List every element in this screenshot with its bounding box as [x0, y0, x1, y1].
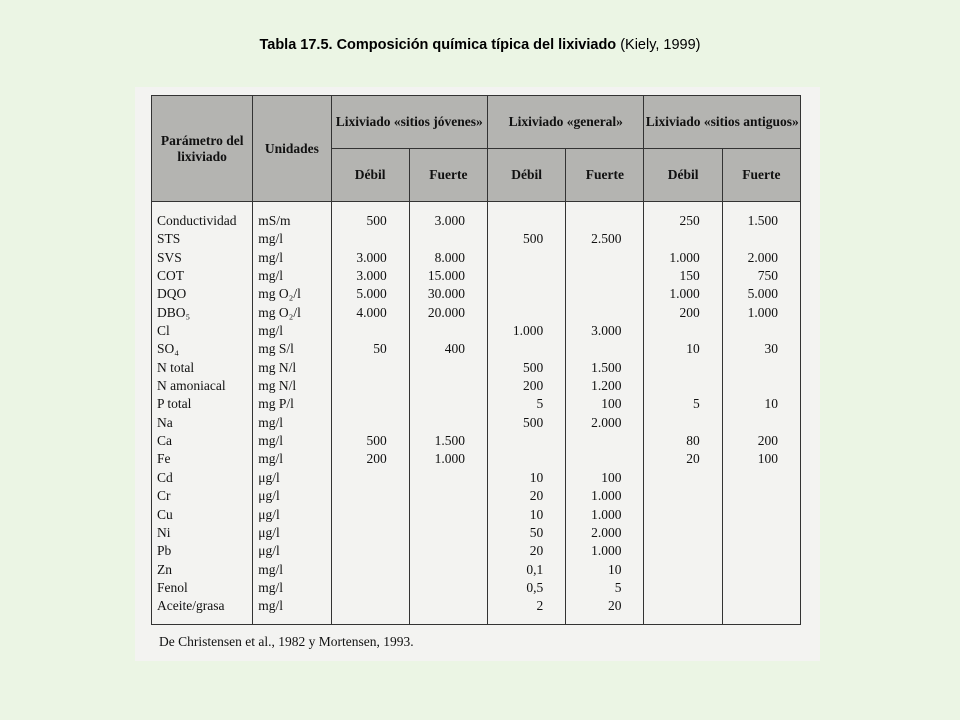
cell-as: 10: [764, 396, 778, 412]
cell-gw: 2: [536, 598, 544, 614]
cell-unit: mg S/l: [258, 341, 294, 357]
cell-as: [727, 487, 778, 505]
header-group-general: Lixiviado «general»: [488, 96, 644, 149]
cell-as: 750: [757, 268, 778, 284]
cell-unit: mg/l: [258, 323, 284, 339]
cell-gw: 0,5: [526, 579, 544, 595]
cell-gs: [570, 432, 621, 450]
cell-js: [414, 579, 465, 597]
cell-unit: μg/l: [258, 469, 280, 485]
cell-aw: 80: [686, 433, 700, 449]
column-parameters: [152, 202, 253, 625]
cell-gw: [492, 450, 543, 468]
cell-param: N amoniacal: [157, 378, 226, 394]
cell-unit: μg/l: [258, 524, 280, 540]
cell-js: 3.000: [434, 213, 466, 228]
cell-as: 1.000: [747, 304, 778, 320]
cell-js: [414, 395, 465, 413]
table-image: [135, 87, 820, 661]
cell-js: 30.000: [427, 286, 466, 302]
cell-aw: 200: [679, 304, 700, 320]
cell-jw: [336, 524, 387, 542]
cell-as: [727, 524, 778, 542]
cell-js: [414, 542, 465, 560]
cell-gs: 1.000: [591, 506, 622, 522]
cell-js: 1.500: [434, 433, 466, 449]
cell-gs: 1.500: [591, 359, 622, 375]
cell-param: Ni: [157, 524, 171, 540]
cell-unit: mg O₂/l: [258, 286, 301, 302]
cell-aw: [648, 377, 699, 395]
cell-jw: 4.000: [356, 304, 387, 320]
leachate-table: [151, 95, 801, 625]
column-old-strong: [722, 202, 800, 625]
cell-jw: 500: [366, 433, 387, 449]
cell-as: 100: [757, 451, 778, 467]
header-young-weak: Débil: [331, 149, 409, 202]
header-units: Unidades: [253, 96, 331, 202]
cell-aw: [648, 524, 699, 542]
cell-param: Pb: [157, 543, 172, 559]
cell-jw: [336, 597, 387, 615]
cell-js: 15.000: [427, 268, 466, 284]
cell-gw: [492, 212, 543, 230]
cell-js: [414, 377, 465, 395]
cell-as: [727, 230, 778, 248]
column-units: [253, 202, 331, 625]
column-old-weak: [644, 202, 722, 625]
cell-param: Zn: [157, 561, 172, 577]
cell-gs: 10: [607, 561, 622, 577]
header-group-old: Lixiviado «sitios antiguos»: [644, 96, 801, 149]
cell-js: [414, 230, 465, 248]
cell-param: SVS: [157, 249, 182, 265]
header-old-strong: Fuerte: [722, 149, 800, 202]
header-general-weak: Débil: [488, 149, 566, 202]
column-general-strong: [566, 202, 644, 625]
cell-js: 400: [444, 341, 466, 357]
cell-param: COT: [157, 268, 184, 284]
cell-js: [414, 524, 465, 542]
header-group-young: Lixiviado «sitios jóvenes»: [331, 96, 487, 149]
cell-aw: [648, 322, 699, 340]
cell-aw: [648, 542, 699, 560]
cell-gw: 20: [529, 543, 544, 559]
header-parameter: Parámetro del lixiviado: [152, 96, 253, 202]
cell-jw: [336, 487, 387, 505]
cell-gs: 1.000: [591, 543, 622, 559]
title-main: Tabla 17.5. Composición química típica del lixiviado: [259, 37, 617, 53]
cell-jw: [336, 377, 387, 395]
cell-unit: mg/l: [258, 579, 284, 595]
cell-jw: 5.000: [356, 286, 387, 302]
cell-gw: [492, 432, 543, 450]
cell-as: 30: [764, 341, 778, 357]
cell-aw: 20: [686, 451, 700, 467]
cell-unit: mg P/l: [258, 396, 294, 412]
cell-param: Ca: [157, 433, 172, 449]
cell-aw: 1.000: [669, 286, 700, 302]
cell-aw: [648, 414, 699, 432]
cell-param: Fe: [157, 451, 171, 467]
cell-unit: μg/l: [258, 506, 280, 522]
cell-param: Conductividad: [157, 213, 237, 228]
cell-gs: 2.000: [591, 524, 622, 540]
cell-param: SO₄: [157, 341, 179, 357]
cell-unit: mS/m: [258, 213, 291, 228]
cell-gs: 100: [601, 469, 622, 485]
cell-gs: 20: [607, 598, 622, 614]
cell-gw: 10: [529, 506, 544, 522]
cell-jw: [336, 322, 387, 340]
cell-gs: [570, 450, 621, 468]
cell-aw: 150: [679, 268, 700, 284]
cell-gw: [492, 285, 543, 303]
cell-unit: mg/l: [258, 433, 284, 449]
cell-unit: mg/l: [258, 249, 284, 265]
cell-jw: 500: [366, 213, 387, 228]
cell-as: [727, 542, 778, 560]
cell-aw: [648, 230, 699, 248]
cell-js: [414, 561, 465, 579]
cell-gw: 500: [523, 414, 544, 430]
cell-gs: [570, 285, 621, 303]
cell-param: Na: [157, 414, 173, 430]
cell-param: Cl: [157, 323, 170, 339]
cell-gw: 20: [529, 488, 544, 504]
cell-aw: [648, 561, 699, 579]
cell-js: [414, 359, 465, 377]
cell-gs: 3.000: [591, 323, 622, 339]
cell-unit: mg/l: [258, 231, 284, 247]
cell-aw: 1.000: [669, 249, 700, 265]
cell-js: [414, 506, 465, 524]
cell-gw: 500: [523, 231, 544, 247]
cell-js: [414, 469, 465, 487]
cell-js: [414, 414, 465, 432]
cell-gs: [570, 267, 621, 285]
cell-unit: mg/l: [258, 561, 284, 577]
cell-as: 200: [757, 433, 778, 449]
cell-aw: [648, 579, 699, 597]
cell-param: Cd: [157, 469, 173, 485]
cell-aw: [648, 487, 699, 505]
cell-gw: [492, 304, 543, 322]
cell-js: 20.000: [427, 304, 466, 320]
cell-as: 5.000: [747, 286, 778, 302]
cell-js: 8.000: [434, 249, 466, 265]
cell-unit: μg/l: [258, 543, 280, 559]
cell-as: 1.500: [747, 213, 778, 228]
cell-aw: [648, 506, 699, 524]
cell-jw: [336, 579, 387, 597]
cell-jw: [336, 469, 387, 487]
cell-param: Fenol: [157, 579, 188, 595]
cell-unit: mg/l: [258, 414, 284, 430]
cell-gw: 5: [536, 396, 544, 412]
table-body: [152, 202, 801, 625]
cell-param: P total: [157, 396, 192, 412]
cell-js: [414, 322, 465, 340]
cell-unit: mg/l: [258, 451, 284, 467]
cell-gs: [570, 212, 621, 230]
cell-gs: [570, 249, 621, 267]
cell-as: [727, 469, 778, 487]
slide-title: [0, 37, 960, 53]
cell-unit: mg N/l: [258, 378, 297, 394]
cell-gw: 0,1: [526, 561, 544, 577]
cell-gs: [570, 304, 621, 322]
cell-js: [414, 487, 465, 505]
cell-gw: 500: [523, 359, 544, 375]
header-general-strong: Fuerte: [566, 149, 644, 202]
cell-gw: 1.000: [512, 323, 544, 339]
table-source-note: De Christensen et al., 1982 y Mortensen, 1993.: [159, 634, 414, 649]
cell-unit: mg O₂/l: [258, 304, 301, 320]
cell-jw: 200: [366, 451, 387, 467]
cell-jw: [336, 414, 387, 432]
cell-unit: mg/l: [258, 598, 284, 614]
cell-gs: 100: [601, 396, 622, 412]
column-young-weak: [331, 202, 409, 625]
cell-as: [727, 359, 778, 377]
cell-param: Cu: [157, 506, 173, 522]
cell-as: [727, 597, 778, 615]
header-old-weak: Débil: [644, 149, 722, 202]
cell-gw: 50: [529, 524, 544, 540]
column-general-weak: [488, 202, 566, 625]
cell-gs: 1.200: [591, 378, 622, 394]
cell-aw: [648, 359, 699, 377]
cell-as: [727, 506, 778, 524]
cell-as: 2.000: [747, 249, 778, 265]
cell-as: [727, 579, 778, 597]
cell-unit: mg/l: [258, 268, 284, 284]
cell-gw: 10: [529, 469, 544, 485]
cell-gw: [492, 249, 543, 267]
cell-jw: [336, 506, 387, 524]
cell-gs: [570, 340, 621, 358]
cell-gs: 2.500: [591, 231, 622, 247]
cell-jw: [336, 395, 387, 413]
cell-gw: [492, 340, 543, 358]
cell-js: [414, 597, 465, 615]
header-young-strong: Fuerte: [409, 149, 487, 202]
cell-param: DQO: [157, 286, 187, 302]
cell-param: Cr: [157, 488, 171, 504]
cell-jw: [336, 359, 387, 377]
cell-aw: [648, 597, 699, 615]
cell-aw: 10: [686, 341, 700, 357]
title-citation: (Kiely, 1999): [620, 37, 701, 53]
cell-param: STS: [157, 231, 181, 247]
cell-jw: [336, 542, 387, 560]
cell-as: [727, 377, 778, 395]
cell-param: DBO₅: [157, 304, 191, 320]
cell-aw: [648, 469, 699, 487]
cell-as: [727, 561, 778, 579]
cell-aw: 5: [692, 396, 700, 412]
cell-param: N total: [157, 359, 195, 375]
cell-jw: 50: [373, 341, 387, 357]
cell-param: Aceite/grasa: [157, 598, 225, 614]
cell-js: 1.000: [434, 451, 466, 467]
cell-jw: [336, 561, 387, 579]
cell-unit: μg/l: [258, 488, 280, 504]
cell-as: [727, 322, 778, 340]
cell-gw: [492, 267, 543, 285]
cell-gw: 200: [523, 378, 544, 394]
cell-jw: 3.000: [356, 268, 387, 284]
cell-unit: mg N/l: [258, 359, 297, 375]
cell-as: [727, 414, 778, 432]
cell-aw: 250: [679, 213, 700, 228]
cell-jw: [336, 230, 387, 248]
column-young-strong: [409, 202, 487, 625]
cell-jw: 3.000: [356, 249, 387, 265]
cell-gs: 5: [614, 579, 622, 595]
cell-gs: 1.000: [591, 488, 622, 504]
cell-gs: 2.000: [591, 414, 622, 430]
